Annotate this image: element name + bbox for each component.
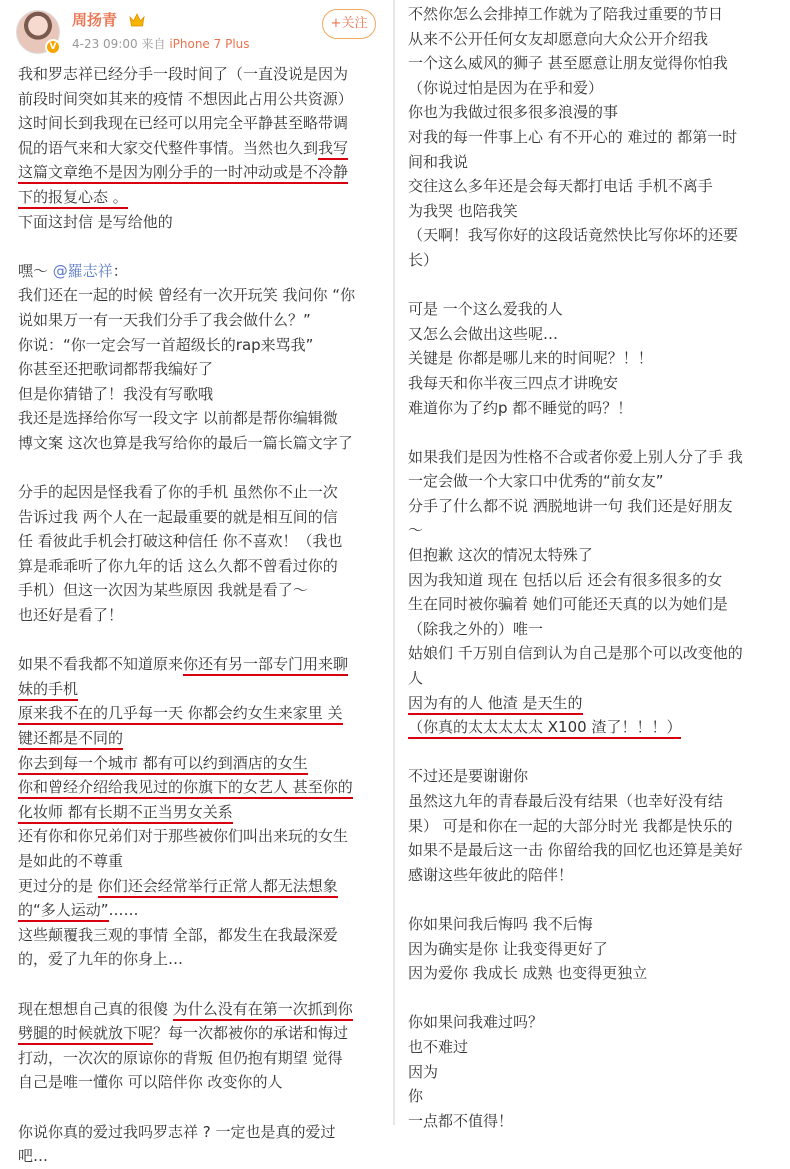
text-line: 算是乖乖听了你九年的话 这么久都不曾看过你的	[18, 556, 338, 575]
text-line: 手机）但这一次因为某些原因 我就是看了～	[18, 581, 308, 600]
text-line: 分手了什么都不说 洒脱地讲一句 我们还是好朋友	[408, 496, 733, 515]
text-span: 现在想想自己真的很傻	[18, 999, 173, 1018]
text-line: 这时间长到我现在已经可以用完全平静甚至略带调	[18, 114, 349, 133]
paragraph-gap	[408, 420, 778, 445]
crown-vip-icon	[128, 12, 146, 28]
text-line: 你	[408, 1087, 424, 1106]
text-line: 打动，一次次的原谅你的背叛 但仍抱有期望 觉得	[18, 1048, 343, 1067]
underlined-text: 劈腿的时候就放下呢	[18, 1024, 153, 1045]
underlined-text: 为什么没有在第一次抓到你	[173, 1000, 353, 1021]
text-span: 嘿～	[18, 261, 53, 280]
text-line: 也还好是看了！	[18, 606, 124, 625]
username[interactable]: 周扬青	[72, 11, 118, 29]
text-line	[18, 775, 376, 800]
underlined-text: 你和曾经介绍给我见过的你旗下的女艺人 甚至你的	[18, 778, 353, 799]
text-line: 你说：“你一定会写一首超级长的rap来骂我”	[18, 335, 314, 354]
text-line	[18, 898, 376, 923]
text-span: 如果不看我都不知道原来	[18, 655, 184, 674]
underlined-text: 原来我不在的几乎每一天 你都会约女生来家里 关	[18, 704, 343, 725]
text-line: 一点都不值得！	[408, 1111, 514, 1130]
text-line: 关键是 你都是哪儿来的时间呢？！！	[408, 349, 653, 368]
text-line: 我还是选择给你写一段文字 以前都是帮你编辑微	[18, 409, 338, 428]
text-line: （天啊！我写你好的这段话竟然快比写你坏的还要	[408, 226, 739, 245]
text-line: 长）	[408, 250, 439, 269]
text-line	[18, 259, 376, 284]
text-line: 说如果万一有一天我们分手了我会做什么？”	[18, 310, 311, 329]
paragraph-gap	[408, 986, 778, 1011]
text-line: 不然你怎么会排掉工作就为了陪我过重要的节日	[408, 5, 724, 23]
mention-link[interactable]: @羅志祥	[52, 261, 113, 280]
text-span: ？每一次都被你的承诺和悔过	[153, 1024, 349, 1043]
text-line: 我和罗志祥已经分手一段时间了（一直没说是因为	[18, 65, 349, 83]
text-span: ：	[112, 261, 128, 280]
paragraph-gap	[18, 456, 376, 481]
follow-button[interactable]: +关注	[322, 9, 376, 39]
underlined-text: 你还有另一部专门用来聊	[183, 655, 348, 676]
source-prefix: 来自	[141, 37, 166, 51]
text-line: 的，爱了九年的你身上…	[18, 950, 184, 969]
post-column-left	[0, 0, 392, 1169]
text-line: 这些颠覆我三观的事情 全部，都发生在我最深爱	[18, 925, 338, 944]
post-header	[0, 0, 392, 62]
text-line: 生在同时被你骗着 她们可能还天真的以为她们是	[408, 595, 728, 614]
underlined-text: 你去到每一个城市 都有可以约到酒店的女生	[18, 754, 308, 775]
underlined-text: 你们还会经常举行正常人都无法想象	[98, 877, 338, 898]
text-line: 你也为我做过很多很多浪漫的事	[408, 103, 619, 122]
underlined-text: 妹的手机	[18, 680, 78, 701]
text-line	[18, 185, 376, 210]
text-span: ……	[108, 901, 139, 920]
paragraph-gap	[18, 234, 376, 259]
text-line: 吧…	[18, 1147, 49, 1166]
text-line: 难道你为了约p 都不睡觉的吗？！	[408, 398, 633, 417]
text-line: 姑娘们 千万别自信到认为自己是那个可以改变他的	[408, 644, 743, 663]
text-line: 因为我知道 现在 包括以后 还会有很多很多的女	[408, 570, 723, 589]
text-line: 因为爱你 我成长 成熟 也变得更独立	[408, 964, 648, 983]
text-line	[408, 715, 778, 740]
text-line: 你甚至还把歌词都帮我编好了	[18, 360, 214, 379]
post-body-left	[0, 62, 392, 1169]
text-line: 博文案 这次也算是我写给你的最后一篇长篇文字了	[18, 433, 353, 452]
text-line	[18, 652, 376, 677]
post-time: 4-23 09:00	[72, 37, 138, 51]
post-body-right	[396, 0, 790, 1133]
text-line: 果） 可是和你在一起的大部分时光 我都是快乐的	[408, 816, 733, 835]
text-line: 你如果问我后悔吗 我不后悔	[408, 914, 593, 933]
verified-badge-icon: V	[45, 39, 61, 55]
underlined-text: （你真的太太太太太 X100 渣了！！！）	[408, 718, 681, 739]
paragraph-gap	[408, 273, 778, 298]
text-line	[18, 874, 376, 899]
text-line	[18, 160, 376, 185]
text-line: 因为	[408, 1062, 439, 1081]
text-span: 侃的语气来和大家交代整件事情。当然也久到	[18, 138, 319, 157]
text-line: 自己是唯一懂你 可以陪伴你 改变你的人	[18, 1073, 283, 1092]
text-line: 可是 一个这么爱我的人	[408, 300, 563, 319]
text-line: 不过还是要谢谢你	[408, 767, 529, 786]
text-line: 分手的起因是怪我看了你的手机 虽然你不止一次	[18, 483, 338, 502]
text-line: 下面这封信 是写给他的	[18, 212, 173, 231]
text-line: 我每天和你半夜三四点才讲晚安	[408, 373, 619, 392]
underlined-text: 这篇文章绝不是因为刚分手的一时冲动或是不冷静	[18, 163, 348, 184]
text-line	[408, 691, 778, 716]
text-line: 一定会做一个大家口中优秀的“前女友”	[408, 472, 664, 491]
text-line: 还有你和你兄弟们对于那些被你们叫出来玩的女生	[18, 827, 349, 846]
text-line: 对我的每一件事上心 有不开心的 难过的 都第一时	[408, 127, 738, 146]
text-line: 也不难过	[408, 1037, 469, 1056]
text-line: 感谢这些年彼此的陪伴！	[408, 865, 574, 884]
text-line: 但抱歉 这次的情况太特殊了	[408, 546, 593, 565]
text-line: 如果我们是因为性格不合或者你爱上别人分了手 我	[408, 447, 743, 466]
text-line: 如果不是最后这一击 你留给我的回忆也还算是美好	[408, 841, 743, 860]
post-column-right	[396, 0, 790, 1133]
text-line: 交往这么多年还是会每天都打电话 手机不离手	[408, 177, 713, 196]
text-line: （你说过怕是因为在乎和爱）	[408, 78, 604, 97]
underlined-text: 因为有的人 他渣 是天生的	[408, 694, 583, 715]
device-link[interactable]: iPhone 7 Plus	[169, 37, 250, 51]
text-line	[18, 677, 376, 702]
text-line	[18, 136, 376, 161]
text-line	[18, 800, 376, 825]
text-line: 但是你猜错了！我没有写歌哦	[18, 384, 214, 403]
paragraph-gap	[18, 972, 376, 997]
paragraph-gap	[18, 1095, 376, 1120]
text-line: 告诉过我 两个人在一起最重要的就是相互间的信	[18, 507, 338, 526]
text-line: 你说你真的爱过我吗罗志祥 ? 一定也是真的爱过	[18, 1122, 336, 1141]
underlined-text: 下的报复心态 。	[18, 188, 128, 209]
text-line: 人	[408, 669, 424, 688]
text-line	[18, 726, 376, 751]
underlined-text: 的“多人运动”	[18, 901, 109, 922]
text-line	[18, 701, 376, 726]
text-line: 为我哭 也陪我笑	[408, 201, 518, 220]
underlined-text: 我写	[318, 139, 348, 160]
text-line: 又怎么会做出这些呢…	[408, 324, 559, 343]
text-line: 从来不公开任何女友却愿意向大众公开介绍我	[408, 29, 709, 48]
text-line: 因为确实是你 让我变得更好了	[408, 939, 608, 958]
text-line: （除我之外的）唯一	[408, 619, 544, 638]
text-line	[18, 751, 376, 776]
post-meta	[72, 36, 250, 52]
underlined-text: 化妆师 都有长期不正当男女关系	[18, 803, 233, 824]
paragraph-gap	[408, 887, 778, 912]
text-line: ～	[408, 521, 424, 540]
paragraph-gap	[408, 740, 778, 765]
text-line: 前段时间突如其来的疫情 不想因此占用公共资源）	[18, 89, 353, 108]
text-line: 我们还在一起的时候 曾经有一次开玩笑 我问你 “你	[18, 286, 356, 305]
text-line	[18, 997, 376, 1022]
text-line: 是如此的不尊重	[18, 852, 124, 870]
underlined-text: 键还都是不同的	[18, 729, 123, 750]
text-line: 一个这么威风的狮子 甚至愿意让朋友觉得你怕我	[408, 54, 728, 73]
text-line: 间和我说	[408, 152, 469, 171]
text-line	[18, 1021, 376, 1046]
text-line: 虽然这九年的青春最后没有结果（也幸好没有结	[408, 792, 724, 810]
text-line: 任 看彼此手机会打破这种信任 你不喜欢！（我也	[18, 532, 343, 551]
text-line: 你如果问我难过吗？	[408, 1013, 544, 1032]
column-divider	[393, 0, 395, 1125]
text-span: 更过分的是	[18, 876, 98, 895]
paragraph-gap	[18, 628, 376, 653]
